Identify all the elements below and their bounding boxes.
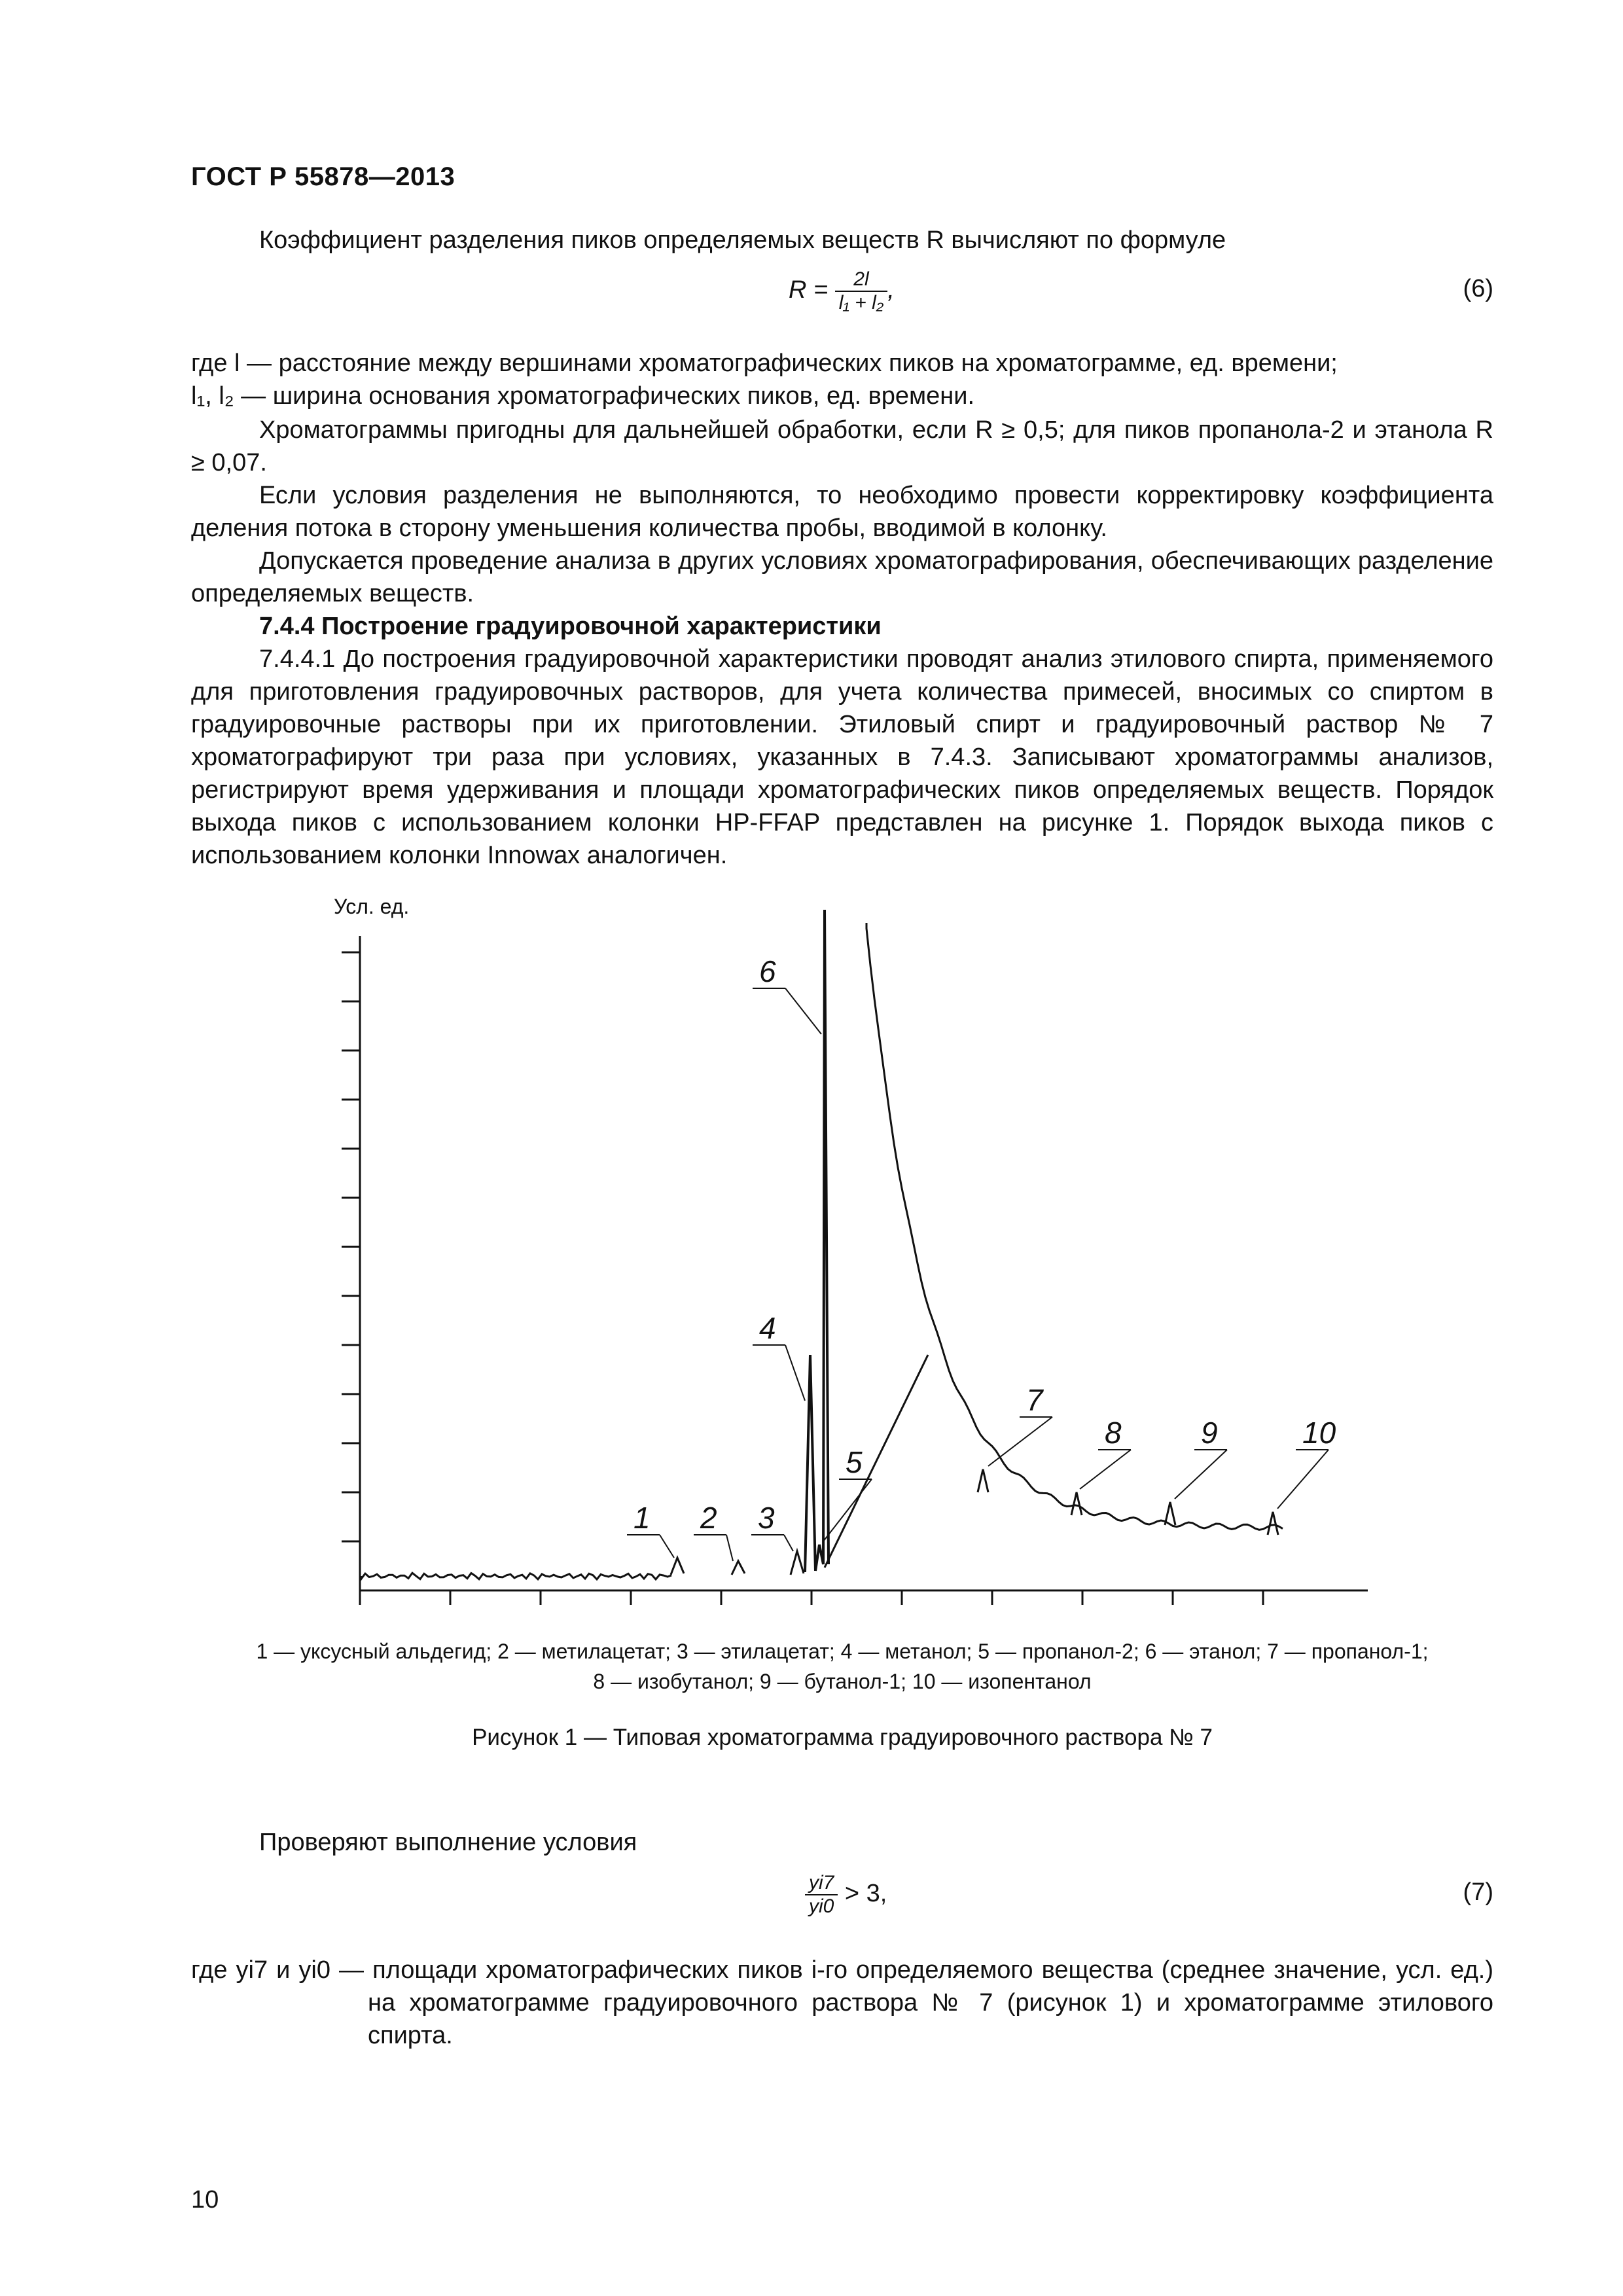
paragraph-correction: Если условия разделения не выполняются, то необходимо провести корректировку коэффициента деления потока в сторону уменьшения количества пробы, вводимой в колонку. xyxy=(191,482,1493,542)
formula6-tail: , xyxy=(887,276,895,304)
peak-ethanol xyxy=(815,910,829,1571)
section-heading: 7.4.4 Построение градуировочной характеристики xyxy=(259,613,882,640)
equation-number-6: (6) xyxy=(1463,275,1493,302)
where7-text: где yi7 и yi0 — площади хроматографических пиков i-го определяемого вещества (среднее значение, усл. ед.) на хроматограмме градуировочного раствора № 7 (рисунок 1) и хроматограмме этилового спирта. xyxy=(191,1956,1493,2049)
peak-leader-line xyxy=(823,1479,872,1541)
formula6-intro: Коэффициент разделения пиков определяемых веществ R вычисляют по формуле xyxy=(259,226,1226,254)
solvent-tail xyxy=(866,923,1283,1530)
peak-leader-line xyxy=(726,1535,733,1561)
page-number: 10 xyxy=(191,2186,219,2214)
baseline-trace xyxy=(361,1573,671,1579)
formula6-fraction xyxy=(835,268,887,314)
x-axis-ticks xyxy=(360,1590,1263,1605)
chromatogram-figure xyxy=(308,884,1387,1617)
standard-header: ГОСТ Р 55878—2013 xyxy=(191,162,455,191)
peak-label-4: 4 xyxy=(759,1311,776,1345)
minor-peak xyxy=(732,1561,745,1575)
check-condition: Проверяют выполнение условия xyxy=(259,1829,637,1856)
paragraph-procedure: 7.4.4.1 До построения градуировочной характеристики проводят анализ этилового спирта, применяемого для приготовления градуировочных растворов, для учета количества примесей, вносимых со спиртом в градуировочные растворы при их приготовлении. Этиловый спирт и градуировочный раствор № 7 хроматографируют три раза при условиях, указанных в 7.4.3. Записывают хроматограммы анализов, регистрируют время удерживания и площади хроматографических пиков определяемых веществ. Порядок выхода пиков с использованием колонки HP-FFAP представлен на рисунке 1. Порядок выхода пиков с использованием колонки Innowax аналогичен. xyxy=(191,645,1493,869)
formula7-rhs: > 3, xyxy=(844,1880,887,1908)
formula6-lhs: R = xyxy=(789,276,829,304)
paragraph-allowance: Допускается проведение анализа в других условиях хроматографирования, обеспечивающих разделение определяемых веществ. xyxy=(191,547,1493,607)
peak-label-7: 7 xyxy=(1026,1383,1043,1417)
peak-label-5: 5 xyxy=(846,1445,863,1479)
peak-label-8: 8 xyxy=(1105,1416,1122,1450)
tangent-line xyxy=(825,1355,928,1568)
peak-methanol xyxy=(805,1355,815,1572)
paragraph-suitability: Хроматограммы пригодны для дальнейшей обработки, если R ≥ 0,5; для пиков пропанола-2 и этанола R ≥ 0,07. xyxy=(191,416,1493,476)
where6-line2: l₁, l₂ — ширина основания хроматографических пиков, ед. времени. xyxy=(191,382,975,410)
figure-legend xyxy=(191,1636,1493,1696)
peak-labels xyxy=(627,954,1336,1561)
legend-line-2: 8 — изобутанол; 9 — бутанол-1; 10 — изопентанол xyxy=(593,1670,1092,1693)
minor-peak xyxy=(978,1469,988,1492)
where7-block xyxy=(191,1954,1493,2052)
peak-leader-line xyxy=(988,1417,1052,1466)
figure-title: Рисунок 1 — Типовая хроматограмма градуировочного раствора № 7 xyxy=(472,1725,1213,1750)
formula7-fraction xyxy=(805,1872,838,1918)
peak-label-10: 10 xyxy=(1302,1416,1336,1450)
peak-leader-line xyxy=(785,1345,805,1401)
minor-peak xyxy=(1071,1492,1082,1515)
peak-leader-line xyxy=(660,1535,674,1558)
formula7-denominator: yi0 xyxy=(809,1895,834,1917)
peak-leader-line xyxy=(784,1535,793,1551)
formula6-denominator: l₁ + l₂ xyxy=(838,292,884,314)
peak-label-1: 1 xyxy=(633,1501,651,1535)
peak-label-3: 3 xyxy=(758,1501,775,1535)
peak-leader-line xyxy=(785,988,821,1034)
where6-line1: где l — расстояние между вершинами хроматографических пиков на хроматограмме, ед. времени; xyxy=(191,350,1338,377)
y-axis-label: Усл. ед. xyxy=(334,895,410,918)
formula6-numerator: 2l xyxy=(835,268,887,292)
chromatogram-trace xyxy=(361,910,1283,1579)
minor-peak xyxy=(671,1558,684,1575)
y-axis-ticks xyxy=(342,952,360,1541)
minor-peak xyxy=(791,1551,804,1575)
peak-leader-line xyxy=(1080,1450,1131,1489)
formula-7 xyxy=(805,1872,887,1918)
formula-6 xyxy=(789,268,895,314)
formula7-numerator: yi7 xyxy=(805,1872,838,1895)
equation-number-7: (7) xyxy=(1463,1878,1493,1906)
peak-leader-line xyxy=(1277,1450,1329,1509)
chromatogram-chart xyxy=(308,884,1387,1617)
legend-line-1: 1 — уксусный альдегид; 2 — метилацетат; 3 — этилацетат; 4 — метанол; 5 — пропанол-2; 6 — этанол; 7 — пропанол-1; xyxy=(256,1640,1429,1663)
peak-label-6: 6 xyxy=(759,954,776,988)
minor-peak xyxy=(1268,1512,1278,1535)
peak-label-9: 9 xyxy=(1201,1416,1218,1450)
minor-peak xyxy=(1165,1502,1175,1525)
peak-label-2: 2 xyxy=(700,1501,717,1535)
peak-leader-line xyxy=(1175,1450,1227,1499)
